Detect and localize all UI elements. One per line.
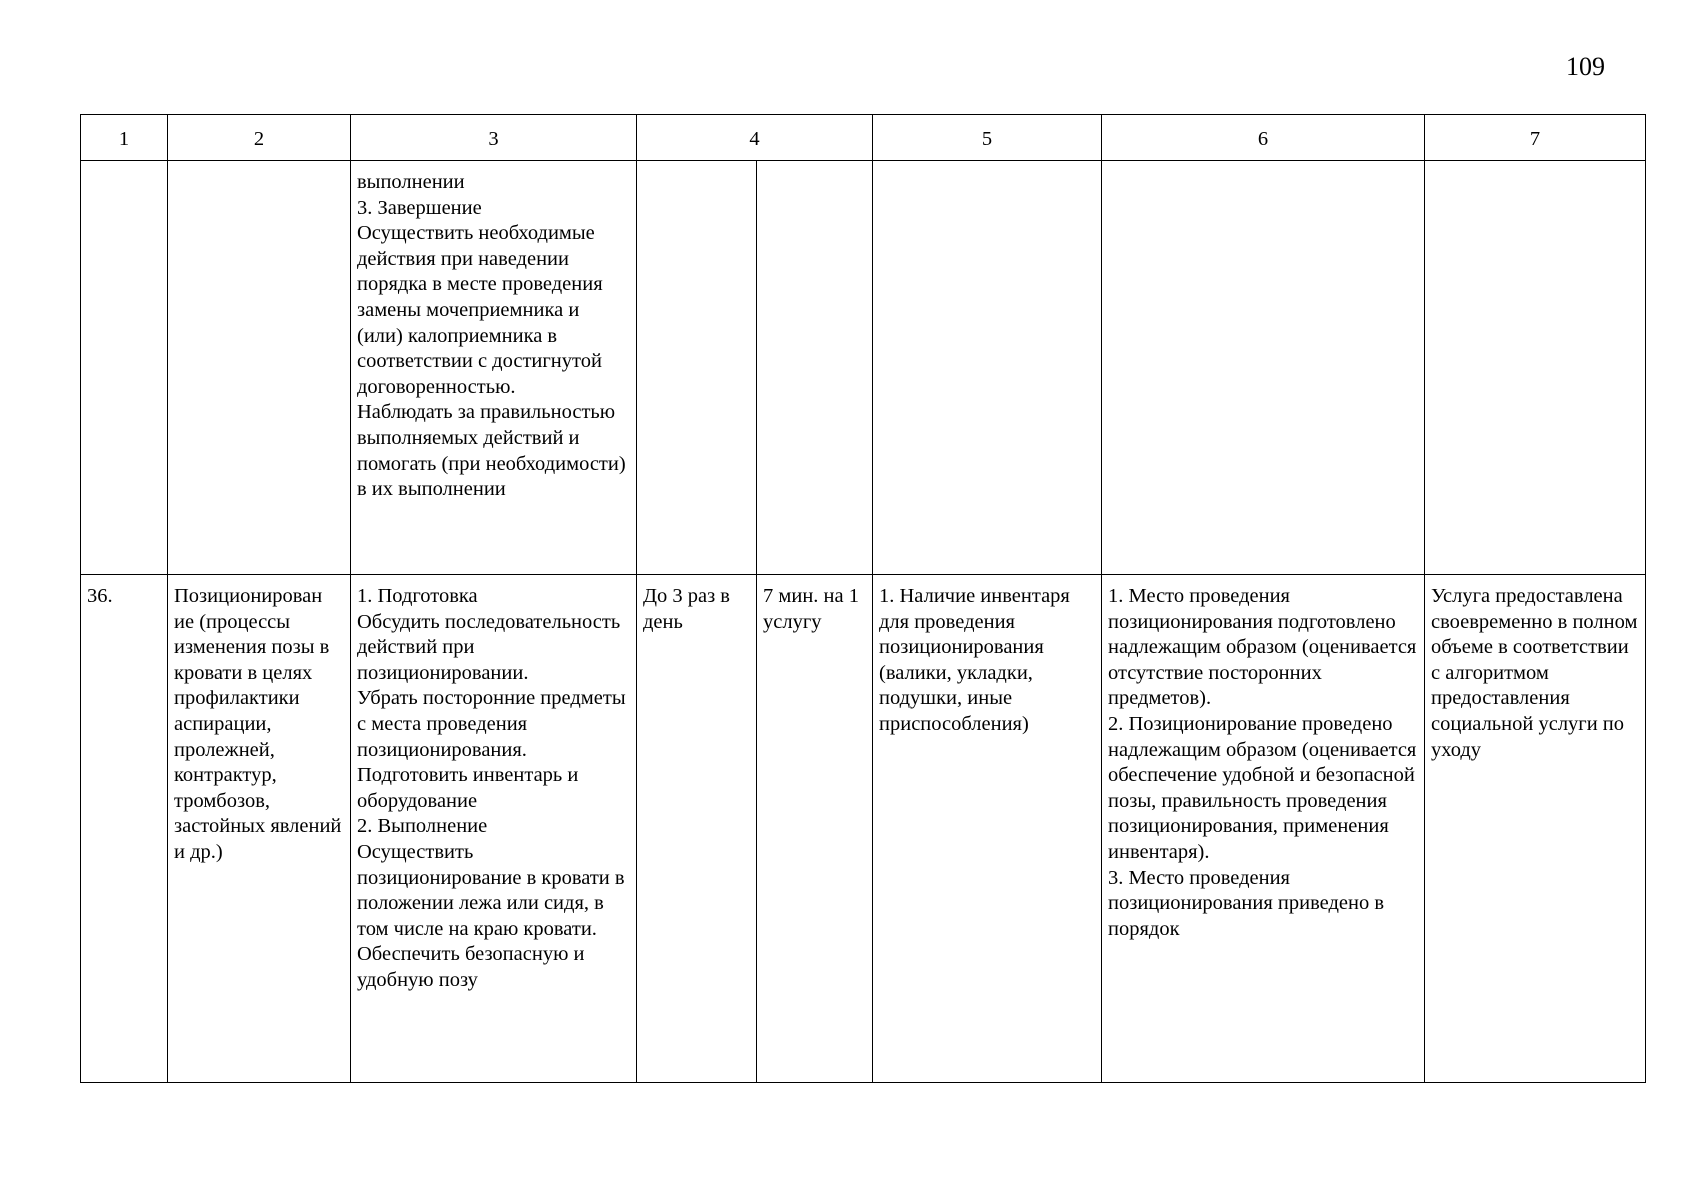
row-number: 36. [81,575,168,1083]
cont-cell-service-name [168,161,351,575]
result-evaluation-cell: Услуга предоставлена своевременно в полном объеме в соответствии с алгоритмом предоставления социальной услуги по уходу [1425,575,1646,1083]
cont-cell-conditions [873,161,1102,575]
service-standards-table [80,114,1646,1083]
header-col-3: 3 [351,115,637,161]
cont-cell-result [1425,161,1646,575]
cont-cell-quality [1102,161,1425,575]
cont-cell-procedure: выполнении 3. Завершение Осуществить необходимые действия при наведении порядка в месте проведения замены мочеприемника и (или) калоприемника в соответствии с достигнутой договоренностью. Наблюдать за правильностью выполняемых действий и помогать (при необходимости) в их выполнении [351,161,637,575]
table-header-row [81,115,1646,161]
conditions-cell: 1. Наличие инвентаря для проведения позиционирования (валики, укладки, подушки, иные приспособления) [873,575,1102,1083]
service-name-cell: Позиционирован ие (процессы изменения позы в кровати в целях профилактики аспирации, пролежней, контрактур, тромбозов, застойных явлений и др.) [168,575,351,1083]
header-col-7: 7 [1425,115,1646,161]
duration-cell: 7 мин. на 1 услугу [757,575,873,1083]
cont-cell-duration [757,161,873,575]
cont-cell-number [81,161,168,575]
header-col-4: 4 [637,115,873,161]
table-row-36 [81,575,1646,1083]
page-number: 109 [1566,52,1605,81]
header-col-6: 6 [1102,115,1425,161]
procedure-cell: 1. Подготовка Обсудить последовательность действий при позиционировании. Убрать посторонние предметы с места проведения позиционирования. Подготовить инвентарь и оборудование 2. Выполнение Осуществить позиционирование в кровати в положении лежа или сидя, в том числе на краю кровати. Обеспечить безопасную и удобную позу [351,575,637,1083]
header-col-1: 1 [81,115,168,161]
header-col-5: 5 [873,115,1102,161]
quality-indicators-cell: 1. Место проведения позиционирования подготовлено надлежащим образом (оценивается отсутствие посторонних предметов). 2. Позиционирование проведено надлежащим образом (оценивается обеспечение удобной и безопасной позы, правильность проведения позиционирования, применения инвентаря). 3. Место проведения позиционирования приведено в порядок [1102,575,1425,1083]
header-col-2: 2 [168,115,351,161]
frequency-cell: До 3 раз в день [637,575,757,1083]
cont-cell-frequency [637,161,757,575]
table-row-continuation [81,161,1646,575]
